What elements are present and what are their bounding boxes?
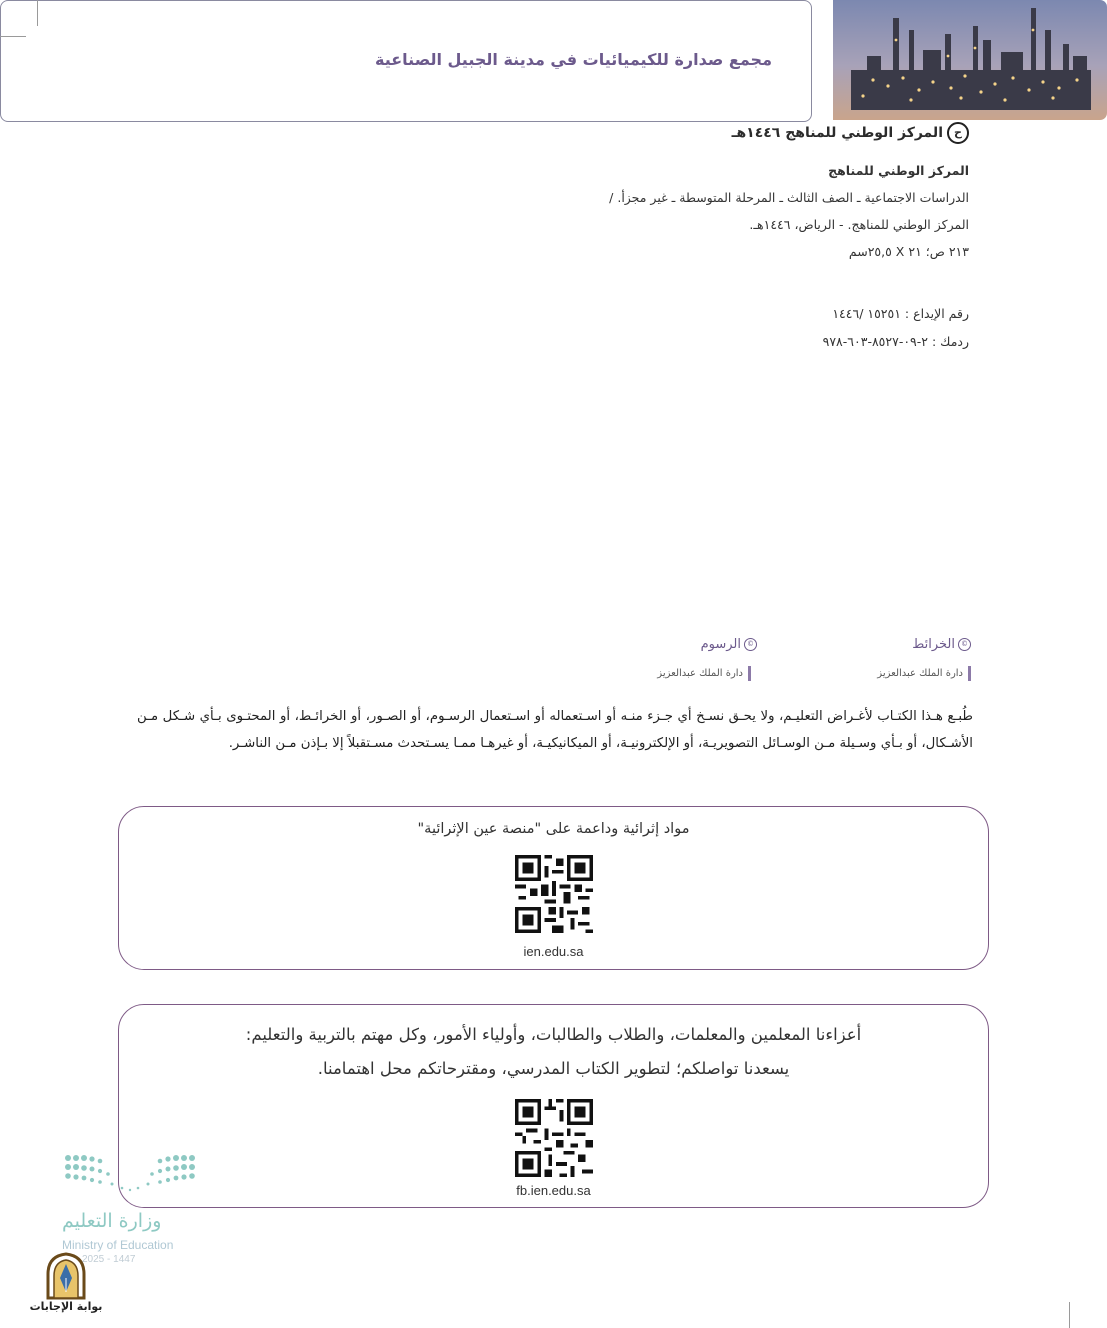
copyright-symbol: ح — [947, 122, 969, 144]
qr-code-icon[interactable] — [515, 1099, 593, 1177]
legal-notice: طُبـع هـذا الكتـاب لأغـراض التعليـم، ولا يحـق نسـخ أي جـزء منـه أو اسـتعماله أو اسـتعمال الرسـوم، أو الصـور، أو الخرائـط، أو المحتـوى بـأي شـكل مـن الأشـكال، أو بـأي وسـيلة مـن الوسـائل التصويريـة، أو الإلكترونيـة، أو الميكانيكيـة، أو غيرهـا ممـا يسـتحدث مسـتقبلاً إلا بـإذن مـن الناشـر. — [137, 709, 973, 751]
crop-mark — [0, 36, 26, 37]
copyright-line — [732, 122, 969, 144]
crop-mark — [37, 0, 38, 26]
ministry-dots-icon — [62, 1150, 202, 1206]
feedback-line-1: أعزاءنا المعلمين والمعلمات، والطلاب والطالبات، وأولياء الأمور، وكل مهتم بالتربية والتعليم: — [245, 1025, 862, 1044]
cover-caption: مجمع صدارة للكيميائيات في مدينة الجبيل الصناعية — [374, 50, 772, 69]
isbn-number: ردمك : ٢-٠٩-٨٥٢٧-٦٠٣-٩٧٨ — [822, 334, 969, 349]
pen-arch-icon — [28, 1252, 104, 1300]
cover-info-box — [0, 0, 812, 122]
feedback-qr-box — [118, 1004, 989, 1208]
feedback-url[interactable]: fb.ien.edu.sa — [516, 1183, 591, 1198]
catalog-title: المركز الوطني للمناهج — [828, 163, 969, 178]
catalog-line-2: المركز الوطني للمناهج. - الرياض، ١٤٤٦هـ. — [749, 217, 969, 232]
credit-drawings-source-row — [657, 666, 751, 681]
credit-bar — [748, 666, 751, 681]
credit-bar — [968, 666, 971, 681]
ministry-name-ar: وزارة التعليم — [62, 1210, 162, 1232]
credit-drawings — [701, 637, 757, 652]
enrichment-url[interactable]: ien.edu.sa — [523, 944, 584, 959]
qr-code-icon[interactable] — [515, 855, 593, 933]
credit-drawings-label: الرسوم — [700, 637, 741, 652]
copyright-mark-icon: © — [958, 638, 971, 651]
copyright-text: المركز الوطني للمناهج ١٤٤٦هـ — [731, 125, 943, 141]
ministry-name-en: Ministry of Education — [62, 1238, 174, 1252]
feedback-line-2: يسعدنا تواصلكم؛ لتطوير الكتاب المدرسي، ومقترحاتكم محل اهتمامنا. — [317, 1059, 790, 1078]
enrichment-qr-box — [118, 806, 989, 970]
catalog-line-1: الدراسات الاجتماعية ـ الصف الثالث ـ المرحلة المتوسطة ـ غير مجزأ. / — [609, 190, 969, 205]
credit-maps-label: الخرائط — [912, 637, 955, 652]
copyright-mark-icon: © — [744, 638, 757, 651]
credit-maps — [912, 637, 971, 652]
portal-name: بوابة الإجابات — [29, 1300, 103, 1313]
catalog-line-3: ٢١٣ ص؛ ٢١ X ٢٥,٥سم — [848, 244, 969, 259]
deposit-number: رقم الإيداع : ١٥٢٥١ /١٤٤٦ — [832, 306, 969, 321]
ministry-years: 2025 - 1447 — [82, 1254, 136, 1265]
credit-maps-source-row — [877, 666, 971, 681]
enrichment-title: مواد إثرائية وداعمة على "منصة عين الإثرائية" — [417, 821, 690, 837]
crop-mark — [1069, 1302, 1070, 1328]
credit-drawings-source: دارة الملك عبدالعزيز — [657, 668, 743, 679]
credit-maps-source: دارة الملك عبدالعزيز — [877, 668, 963, 679]
portal-logo — [28, 1252, 108, 1322]
